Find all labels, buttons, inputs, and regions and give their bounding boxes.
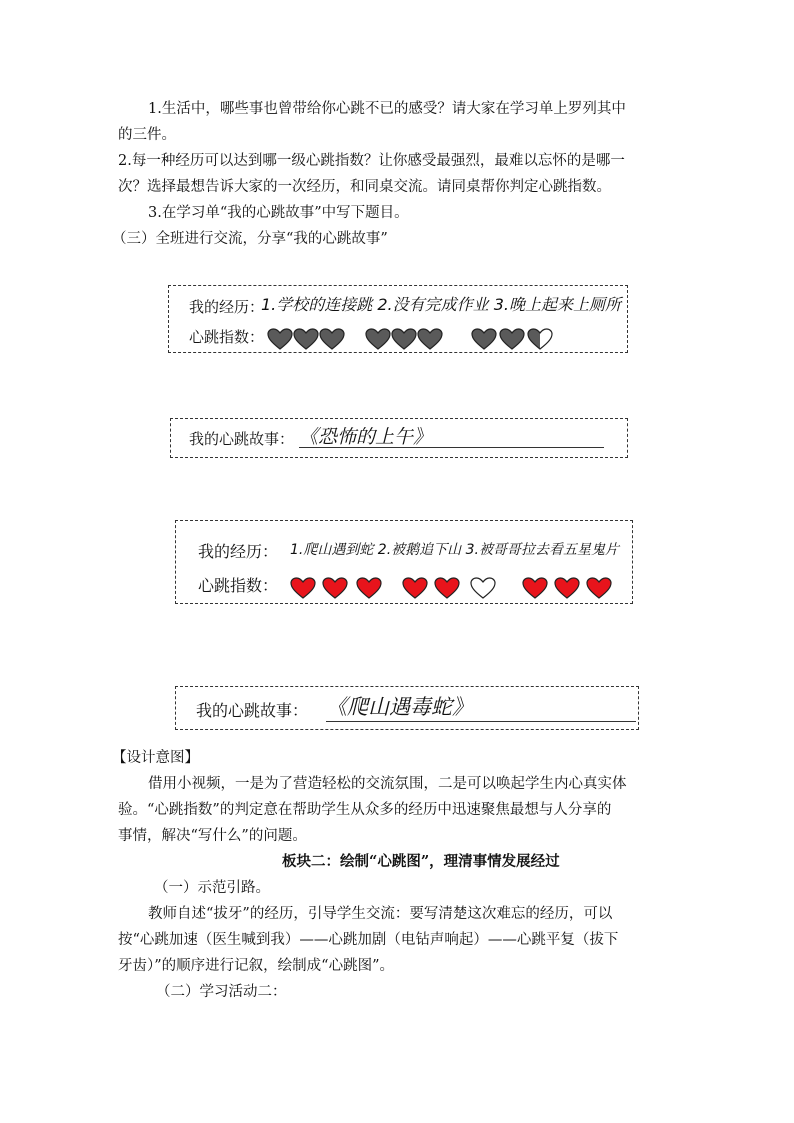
- paragraph-3: 3.在学习单“我的心跳故事”中写下题目。: [148, 205, 409, 221]
- story-underline: [326, 721, 636, 722]
- heart-icon: [319, 328, 345, 350]
- heart-index-label: 心跳指数：: [189, 328, 265, 346]
- heart-icon: [499, 328, 525, 350]
- heart-icon: [290, 577, 316, 599]
- experience-label: 我的经历：: [198, 542, 279, 561]
- story-title: 《恐怖的上午》: [299, 426, 433, 448]
- heart-empty-icon: [470, 577, 496, 599]
- story-card-1: [170, 418, 628, 458]
- heart-icon: [391, 328, 417, 350]
- heart-icon: [434, 577, 460, 599]
- module-2-step-2: （二）学习活动二：: [156, 984, 287, 1000]
- heart-icon: [554, 577, 580, 599]
- paragraph-2-line-2: 次？选择最想告诉大家的一次经历，和同桌交流。请同桌帮你判定心跳指数。: [118, 179, 611, 195]
- heart-icon: [322, 577, 348, 599]
- heart-icon: [402, 577, 428, 599]
- module-2-line-2: 按“心跳加速（医生喊到我）——心跳加剧（电钻声响起）——心跳平复（拔下: [118, 932, 619, 948]
- design-intent-heading: 【设计意图】: [112, 750, 199, 766]
- module-2-step-1: （一）示范引路。: [154, 880, 270, 896]
- heart-icon: [522, 577, 548, 599]
- experience-card-1: [168, 285, 628, 353]
- experience-items: 1.学校的连接跳 2.没有完成作业 3.晚上起来上厕所: [261, 295, 621, 314]
- design-intent-line-1: 借用小视频，一是为了营造轻松的交流氛围，二是可以唤起学生内心真实体: [148, 776, 627, 792]
- story-underline: [299, 447, 604, 448]
- section-3-title: （三）全班进行交流，分享“我的心跳故事”: [112, 231, 388, 247]
- heart-icon: [471, 328, 497, 350]
- heart-icon: [293, 328, 319, 350]
- heart-icon: [267, 328, 293, 350]
- paragraph-1-line-2: 的三件。: [118, 127, 176, 143]
- design-intent-line-2: 验。“心跳指数”的判定意在帮助学生从众多的经历中迅速聚焦最想与人分享的: [118, 802, 612, 818]
- paragraph-2-line-1: 2.每一种经历可以达到哪一级心跳指数？让你感受最强烈，最难以忘怀的是哪一: [118, 153, 625, 169]
- story-title: 《爬山遇毒蛇》: [326, 695, 473, 719]
- module-2-line-1: 教师自述“拔牙”的经历，引导学生交流：要写清楚这次难忘的经历，可以: [148, 906, 613, 922]
- heart-icon: [356, 577, 382, 599]
- design-intent-line-3: 事情，解决“写什么”的问题。: [118, 828, 307, 844]
- heart-icon: [365, 328, 391, 350]
- story-card-2: [175, 686, 639, 730]
- story-label: 我的心跳故事：: [196, 701, 309, 720]
- paragraph-1-line-1: 1.生活中，哪些事也曾带给你心跳不已的感受？请大家在学习单上罗列其中: [148, 101, 626, 117]
- heart-icon: [417, 328, 443, 350]
- heart-icon: [586, 577, 612, 599]
- story-label: 我的心跳故事：: [189, 430, 295, 448]
- heart-half-icon: [527, 328, 553, 350]
- experience-label: 我的经历：: [189, 298, 265, 316]
- module-2-heading: 板块二：绘制“心跳图”，理清事情发展经过: [282, 853, 560, 870]
- module-2-line-3: 牙齿）”的顺序进行记叙，绘制成“心跳图”。: [118, 958, 394, 974]
- experience-items: 1.爬山遇到蛇 2.被鹅追下山 3.被哥哥拉去看五星鬼片: [290, 542, 619, 558]
- heart-index-label: 心跳指数：: [198, 576, 279, 595]
- experience-card-2: [175, 520, 633, 604]
